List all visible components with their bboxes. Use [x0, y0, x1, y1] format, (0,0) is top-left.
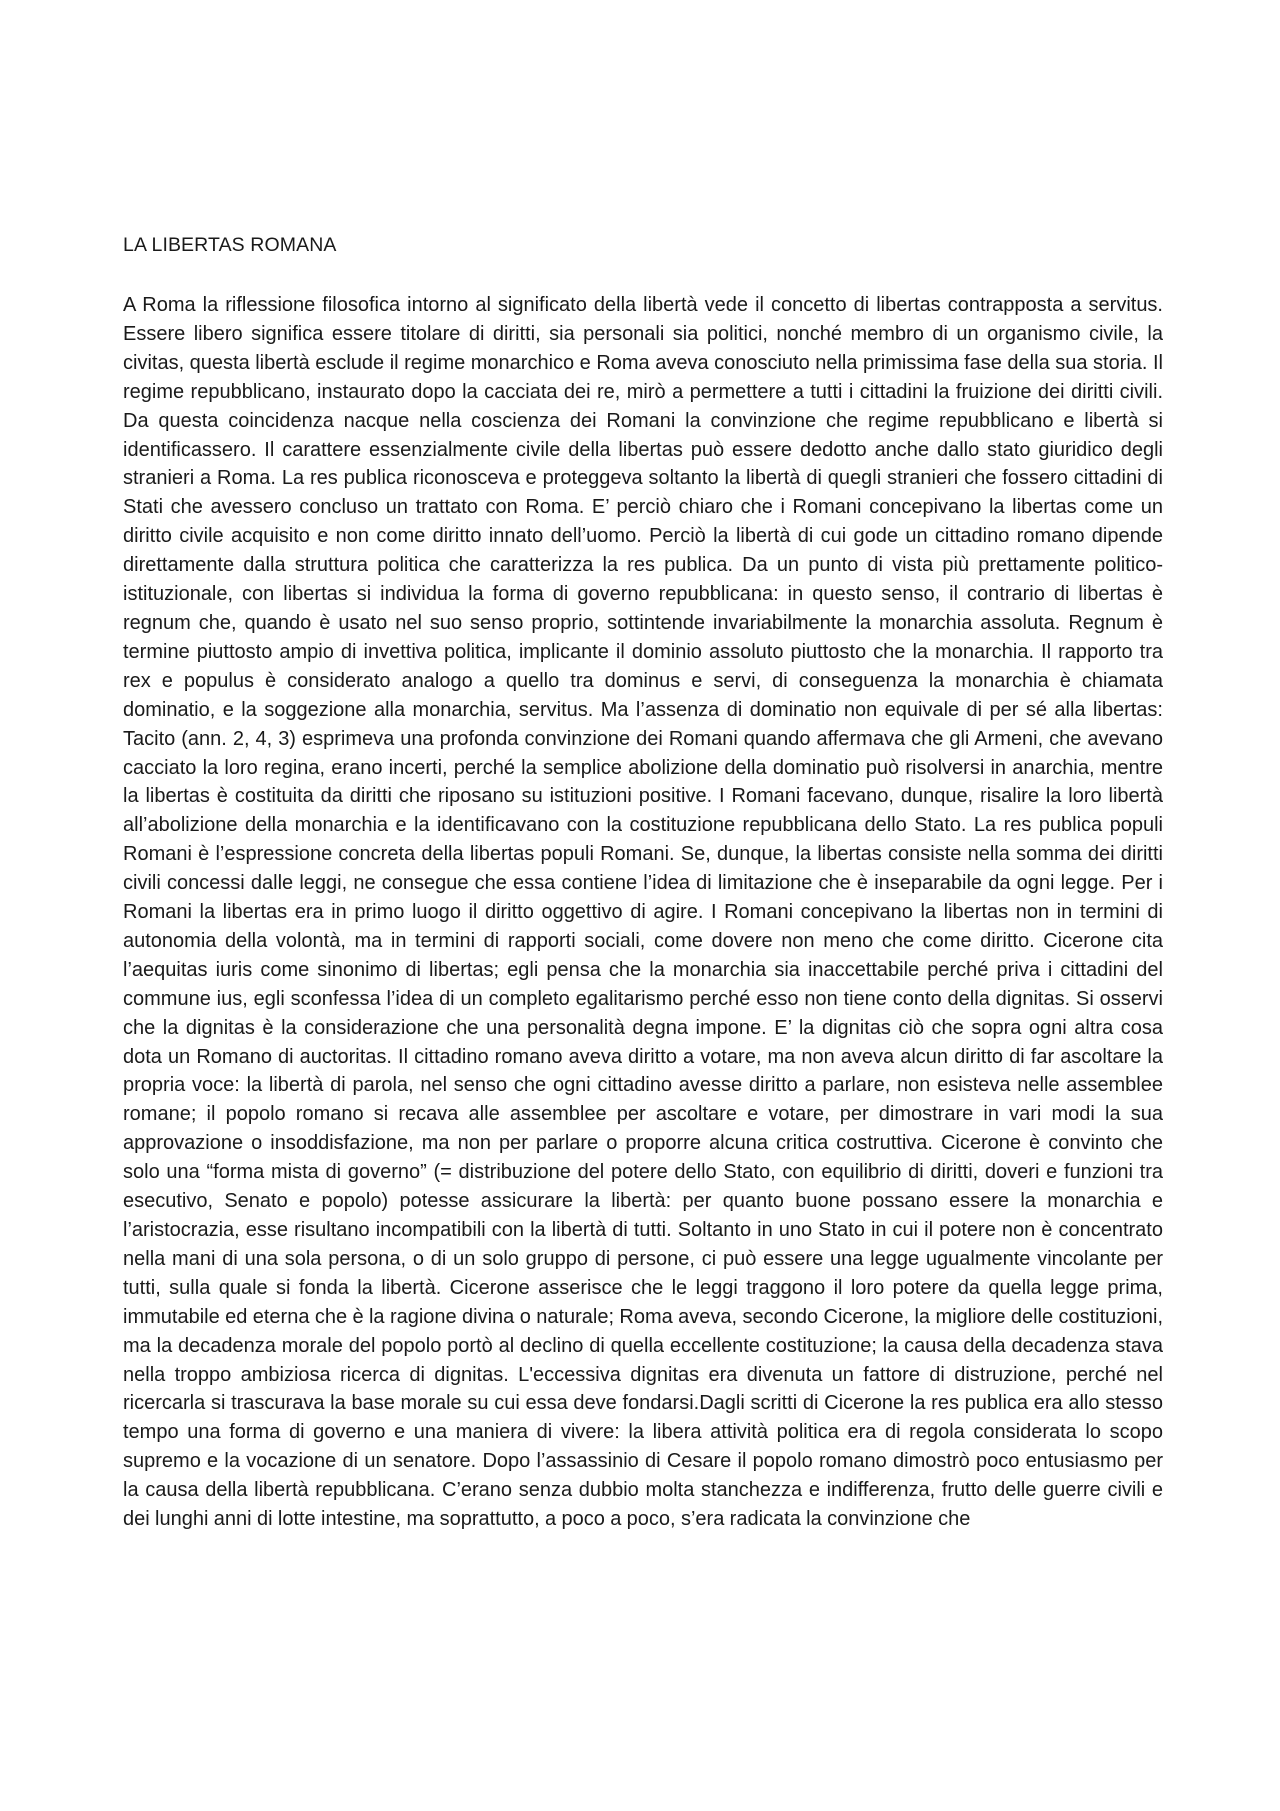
document-body-paragraph: A Roma la riflessione filosofica intorno al significato della libertà vede il concetto di libertas contrapposta a servitus. Essere libero significa essere titolare di diritti, sia personali sia politici, nonché membro di un organismo civile, la civitas, questa libertà esclude il regime monarchico e Roma aveva conosciuto nella primissima fase della sua storia. Il regime repubblicano, instaurato dopo la cacciata dei re, mirò a permettere a tutti i cittadini la fruizione dei diritti civili. Da questa coincidenza nacque nella coscienza dei Romani la convinzione che regime repubblicano e libertà si identificassero. Il carattere essenzialmente civile della libertas può essere dedotto anche dallo stato giuridico degli stranieri a Roma. La res publica riconosceva e proteggeva soltanto la libertà di quegli stranieri che fossero cittadini di Stati che avessero concluso un trattato con Roma. E’ perciò chiaro che i Romani concepivano la libertas come un diritto civile acquisito e non come diritto innato dell’uomo. Perciò la libertà di cui gode un cittadino romano dipende direttamente dalla struttura politica che caratterizza la res publica. Da un punto di vista più prettamente politico-istituzionale, con libertas si individua la forma di governo repubblicana: in questo senso, il contrario di libertas è regnum che, quando è usato nel suo senso proprio, sottintende invariabilmente la monarchia assoluta. Regnum è termine piuttosto ampio di invettiva politica, implicante il dominio assoluto piuttosto che la monarchia. Il rapporto tra rex e populus è considerato analogo a quello tra dominus e servi, di conseguenza la monarchia è chiamata dominatio, e la soggezione alla monarchia, servitus. Ma l’assenza di dominatio non equivale di per sé alla libertas: Tacito (ann. 2, 4, 3) esprimeva una profonda convinzione dei Romani quando affermava che gli Armeni, che avevano cacciato la loro regina, erano incerti, perché la semplice abolizione della dominatio può risolversi in anarchia, mentre la libertas è costituita da diritti che riposano su istituzioni positive. I Romani facevano, dunque, risalire la loro libertà all’abolizione della monarchia e la identificavano con la costituzione repubblicana dello Stato. La res publica populi Romani è l’espressione concreta della libertas populi Romani. Se, dunque, la libertas consiste nella somma dei diritti civili concessi dalle leggi, ne consegue che essa contiene l’idea di limitazione che è inseparabile da ogni legge. Per i Romani la libertas era in primo luogo il diritto oggettivo di agire. I Romani concepivano la libertas non in termini di autonomia della volontà, ma in termini di rapporti sociali, come dovere non meno che come diritto. Cicerone cita l’aequitas iuris come sinonimo di libertas; egli pensa che la monarchia sia inaccettabile perché priva i cittadini del commune ius, egli sconfessa l’idea di un completo egalitarismo perché esso non tiene conto della dignitas. Si osservi che la dignitas è la considerazione che una personalità degna impone. E’ la dignitas ciò che sopra ogni altra cosa dota un Romano di auctoritas. Il cittadino romano aveva diritto a votare, ma non aveva alcun diritto di far ascoltare la propria voce: la libertà di parola, nel senso che ogni cittadino avesse diritto a parlare, non esisteva nelle assemblee romane; il popolo romano si recava alle assemblee per ascoltare e votare, per dimostrare in vari modi la sua approvazione o insoddisfazione, ma non per parlare o proporre alcuna critica costruttiva. Cicerone è convinto che solo una “forma mista di governo” (= distribuzione del potere dello Stato, con equilibrio di diritti, doveri e funzioni tra esecutivo, Senato e popolo) potesse assicurare la libertà: per quanto buone possano essere la monarchia e l’aristocrazia, esse risultano incompatibili con la libertà di tutti. Soltanto in uno Stato in cui il potere non è concentrato nella mani di una sola persona, o di un solo gruppo di persone, ci può essere una legge ugualmente vincolante per tutti, sulla quale si fonda la libertà. Cicerone asserisce che le leggi traggono il loro potere da quella legge prima, immutabile ed eterna che è la ragione divina o naturale; Roma aveva, secondo Cicerone, la migliore delle costituzioni, ma la decadenza morale del popolo portò al declino di quella eccellente costituzione; la causa della decadenza stava nella troppo ambiziosa ricerca di dignitas. L'eccessiva dignitas era divenuta un fattore di distruzione, perché nel ricercarla si trascurava la base morale su cui essa deve fondarsi.Dagli scritti di Cicerone la res publica era allo stesso tempo una forma di governo e una maniera di vivere: la libera attività politica era di regola considerata lo scopo supremo e la vocazione di un senatore. Dopo l’assassinio di Cesare il popolo romano dimostrò poco entusiasmo per la causa della libertà repubblicana. C’erano senza dubbio molta stanchezza e indifferenza, frutto delle guerre civili e dei lunghi anni di lotte intestine, ma soprattutto, a poco a poco, s’era radicata la convinzione che — [123, 294, 1163, 1531]
document-title: LA LIBERTAS ROMANA — [123, 234, 337, 256]
